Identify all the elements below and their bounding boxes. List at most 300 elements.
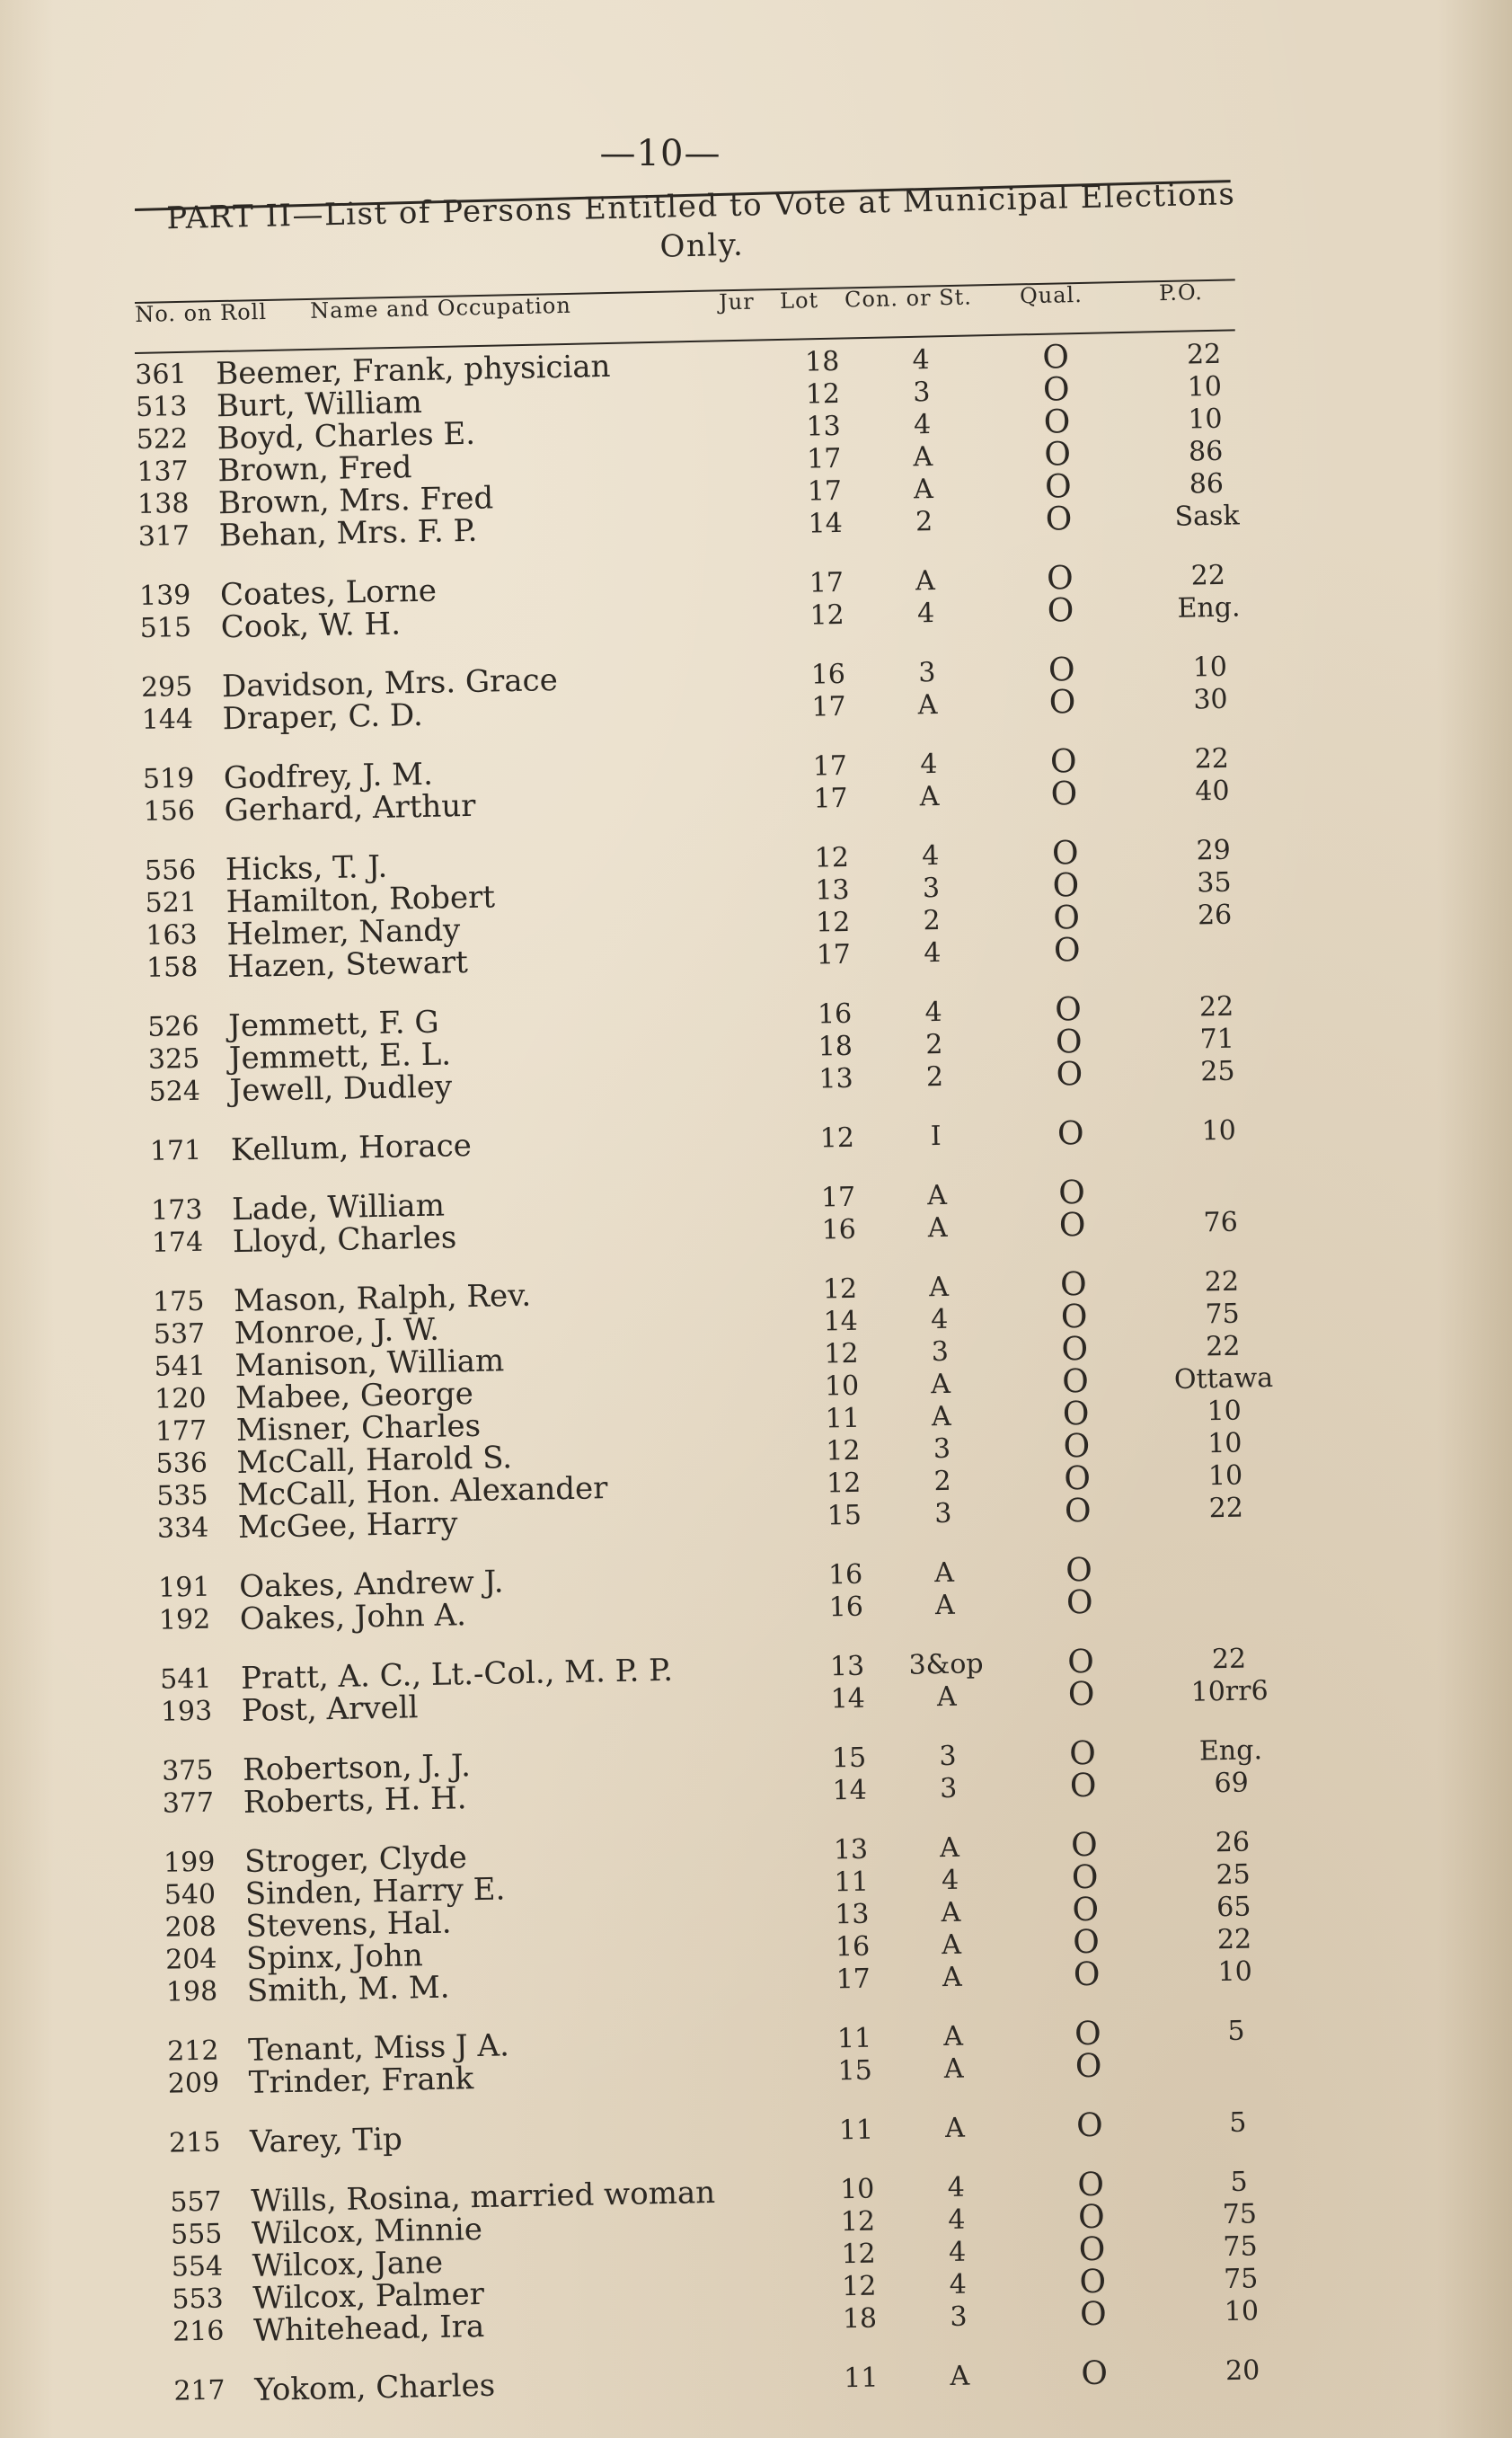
po-value: 26 (1215, 1826, 1251, 1859)
po-value: 10 (1224, 2295, 1260, 2328)
header-lot: Lot (779, 288, 819, 314)
voter-name: Behan, Mrs. F. P. (218, 512, 478, 554)
lot-value: A (928, 1271, 950, 1304)
jur-value: 12 (822, 1272, 858, 1306)
jur-value: 17 (813, 782, 848, 815)
qual-value: O (1072, 1923, 1101, 1962)
qual-value: O (1063, 1459, 1092, 1498)
roll-number: 156 (143, 794, 196, 828)
jur-value: 17 (806, 442, 842, 475)
voter-row (150, 1113, 1300, 1168)
po-value: 10rr6 (1190, 1675, 1269, 1708)
po-value: 20 (1225, 2354, 1260, 2388)
voter-name: Davidson, Mrs. Grace (221, 662, 559, 705)
voter-name: Oakes, Andrew J. (238, 1564, 504, 1606)
voter-group (160, 1642, 1311, 1729)
roll-number: 537 (153, 1317, 206, 1351)
voter-name: Stroger, Clyde (243, 1840, 468, 1880)
jur-value: 12 (826, 1467, 862, 1500)
lot-value: 3 (939, 1772, 958, 1805)
jur-value: 17 (816, 938, 852, 971)
voter-group (141, 650, 1292, 737)
voter-name: Whitehead, Ira (252, 2308, 485, 2349)
roll-number: 541 (154, 1350, 207, 1383)
voter-name: McGee, Harry (237, 1505, 458, 1547)
po-value: 22 (1211, 1643, 1247, 1676)
jur-value: 12 (823, 1337, 859, 1370)
jur-value: 17 (811, 690, 846, 723)
qual-value: O (1054, 990, 1083, 1029)
jur-value: 12 (809, 598, 845, 632)
lot-value: 4 (912, 344, 931, 377)
po-value: 10 (1188, 403, 1223, 436)
lot-value: 4 (941, 1864, 959, 1897)
jur-value: 11 (834, 1866, 870, 1899)
jur-value: 12 (840, 2205, 876, 2239)
lot-value: 3&op (908, 1648, 984, 1681)
qual-value: O (1061, 1362, 1090, 1401)
jur-value: 13 (834, 1898, 870, 1931)
po-value: 22 (1194, 742, 1230, 776)
jur-value: 17 (812, 749, 848, 783)
qual-value: O (1041, 339, 1070, 377)
roll-number: 519 (142, 762, 195, 795)
voter-name: Pratt, A. C., Lt.-Col., M. P. P. (240, 1652, 674, 1697)
voter-group (164, 1825, 1316, 2009)
roll-number: 521 (145, 886, 198, 919)
po-value: 5 (1230, 2166, 1249, 2198)
roll-number: 193 (160, 1695, 213, 1728)
po-value: 25 (1200, 1055, 1235, 1088)
qual-value: O (1053, 931, 1081, 970)
qual-value: O (1065, 1551, 1093, 1590)
lot-value: A (944, 2112, 966, 2145)
qual-value: O (1044, 436, 1072, 474)
qual-value: O (1061, 1330, 1089, 1369)
qual-value: O (1049, 742, 1077, 781)
lot-value: 4 (948, 2203, 966, 2236)
voter-name: Stevens, Hal. (245, 1904, 452, 1945)
lot-value: 3 (933, 1432, 951, 1466)
roll-number: 361 (135, 358, 187, 391)
lot-value: 4 (930, 1303, 949, 1336)
qual-value: O (1078, 2230, 1106, 2269)
jur-value: 13 (815, 873, 850, 907)
roll-number: 216 (172, 2315, 225, 2348)
lot-value: I (930, 1120, 942, 1153)
jur-value: 10 (839, 2173, 875, 2206)
page-number: —10— (599, 133, 721, 174)
voter-name: Post, Arvell (241, 1689, 419, 1729)
roll-number: 513 (135, 390, 188, 423)
qual-value: O (1077, 2198, 1106, 2237)
jur-value: 16 (817, 997, 853, 1031)
voter-name: Trinder, Frank (248, 2061, 474, 2101)
po-value: 75 (1222, 2198, 1258, 2231)
jur-value: 17 (807, 474, 843, 508)
lot-value: 2 (925, 1060, 944, 1094)
jur-value: 15 (837, 2054, 873, 2088)
po-value: 26 (1197, 899, 1233, 932)
qual-value: O (1063, 1427, 1091, 1466)
roll-number: 556 (144, 854, 197, 887)
jur-value: 16 (835, 1930, 871, 1964)
voter-name: Godfrey, J. M. (223, 756, 434, 797)
lot-value: 3 (912, 377, 931, 409)
qual-value: O (1075, 2106, 1104, 2145)
roll-number: 208 (164, 1911, 217, 1944)
lot-value: 2 (933, 1465, 952, 1498)
roll-number: 198 (165, 1975, 218, 2008)
qual-value: O (1046, 559, 1074, 598)
lot-value: 4 (921, 839, 940, 873)
po-value: 5 (1227, 2015, 1245, 2047)
qual-value: O (1044, 468, 1073, 506)
roll-number: 555 (170, 2218, 223, 2251)
lot-value: 2 (923, 904, 942, 937)
voter-row (173, 2354, 1323, 2408)
lot-value: 4 (948, 2236, 967, 2268)
qual-value: O (1069, 1767, 1097, 1805)
voter-group (145, 833, 1297, 985)
voter-name: Coates, Lorne (219, 572, 438, 614)
po-value: 22 (1205, 1330, 1241, 1363)
lot-value: A (950, 2360, 970, 2392)
lot-value: A (939, 1831, 960, 1865)
lot-value: A (926, 1179, 948, 1212)
po-value: 71 (1199, 1023, 1235, 1056)
voter-group (170, 2165, 1322, 2349)
lot-value: 3 (933, 1497, 952, 1530)
qual-value: O (1057, 1174, 1086, 1212)
voter-name: Boyd, Charles E. (217, 415, 476, 457)
roll-number: 540 (164, 1878, 217, 1911)
po-value: 10 (1187, 370, 1223, 403)
lot-value: 3 (917, 656, 936, 689)
roll-number: 317 (137, 519, 190, 553)
jur-value: 10 (824, 1370, 860, 1403)
roll-number: 138 (137, 487, 190, 520)
roll-number: 375 (161, 1754, 214, 1787)
qual-value: O (1079, 2263, 1107, 2301)
roll-number: 325 (147, 1042, 200, 1076)
voter-name: Manison, William (234, 1343, 505, 1385)
lot-value: A (934, 1589, 955, 1622)
jur-value: 15 (827, 1499, 862, 1532)
jur-value: 18 (804, 345, 840, 378)
lot-value: A (936, 1680, 957, 1714)
voter-group (169, 2106, 1319, 2160)
header-no: No. on Roll (135, 298, 268, 327)
roll-number: 199 (163, 1846, 216, 1879)
jur-value: 18 (842, 2302, 878, 2336)
qual-value: O (1065, 1583, 1093, 1622)
part-title: PART II—List of Persons Entitled to Vote at Municipal Elections Only. (165, 176, 1236, 265)
roll-number: 526 (146, 1010, 199, 1043)
lot-value: A (933, 1556, 955, 1590)
voter-group (147, 989, 1299, 1109)
voter-name: Kellum, Horace (230, 1127, 473, 1169)
roll-number: 536 (155, 1447, 208, 1480)
qual-value: O (1045, 501, 1073, 538)
qual-value: O (1064, 1492, 1092, 1530)
header-qual: Qual. (1019, 281, 1083, 309)
qual-value: O (1070, 1826, 1099, 1865)
jur-value: 17 (809, 566, 844, 599)
qual-value: O (1043, 403, 1071, 441)
roll-number: 137 (137, 455, 190, 488)
roll-number: 295 (140, 670, 193, 704)
column-headers (135, 279, 1241, 347)
po-value: 30 (1193, 683, 1228, 716)
header-con: Con. or St. (844, 284, 973, 313)
po-value: 69 (1214, 1767, 1250, 1800)
qual-value: O (1052, 866, 1080, 905)
voter-group (173, 2354, 1323, 2408)
roll-number: 120 (154, 1382, 207, 1415)
po-value: 22 (1198, 990, 1234, 1024)
roll-number: 171 (149, 1134, 202, 1167)
po-value: 86 (1188, 435, 1224, 468)
qual-value: O (1051, 834, 1079, 873)
lot-value: A (943, 2052, 964, 2086)
roll-number: 334 (156, 1512, 209, 1545)
lot-value: A (941, 1896, 961, 1929)
roll-number: 212 (166, 2035, 219, 2068)
jur-value: 12 (841, 2270, 877, 2303)
lot-value: 4 (949, 2268, 968, 2301)
jur-value: 11 (838, 2114, 874, 2147)
voter-name: Brown, Mrs. Fred (217, 480, 494, 522)
voter-name: Jewell, Dudley (229, 1068, 453, 1110)
voter-group (135, 337, 1288, 554)
po-value: 76 (1203, 1206, 1239, 1239)
voter-name: Cook, W. H. (220, 606, 402, 646)
po-value (1139, 1173, 1301, 1175)
lot-value: A (941, 1928, 962, 1962)
jur-value: 14 (830, 1682, 866, 1715)
qual-value: O (1055, 1023, 1083, 1061)
po-value: 22 (1208, 1492, 1244, 1525)
lot-value: 4 (913, 409, 932, 441)
po-value: 22 (1190, 559, 1226, 592)
voter-name: Draper, C. D. (222, 696, 424, 738)
voter-name: Roberts, H. H. (243, 1780, 467, 1821)
voter-name: Gerhard, Arthur (224, 787, 476, 829)
qual-value: O (1074, 2015, 1102, 2053)
po-value: 65 (1216, 1891, 1251, 1924)
voter-name: Mason, Ralph, Rev. (233, 1277, 532, 1320)
roll-number: 541 (159, 1662, 212, 1696)
lot-value: A (915, 564, 936, 598)
header-jur: Jur (718, 288, 755, 315)
voter-group (153, 1264, 1307, 1546)
po-value: 25 (1216, 1858, 1251, 1892)
jur-value: 11 (836, 2022, 872, 2055)
voter-group (151, 1173, 1302, 1260)
jur-value: 16 (828, 1591, 864, 1624)
lot-value: 4 (916, 597, 935, 630)
voter-group (167, 2014, 1318, 2101)
po-value: 10 (1207, 1395, 1242, 1428)
qual-value: O (1042, 371, 1070, 409)
voter-name: McCall, Harold S. (236, 1440, 513, 1482)
voter-group (162, 1733, 1313, 1821)
jur-value: 18 (818, 1030, 853, 1063)
roll-number: 209 (167, 2067, 220, 2100)
roll-number: 557 (170, 2185, 222, 2219)
voter-group (139, 558, 1290, 645)
jur-value: 13 (829, 1650, 865, 1683)
qual-value: O (1059, 1265, 1088, 1304)
voter-name: Hicks, T. J. (225, 848, 388, 889)
voter-name: Mabee, George (234, 1375, 474, 1417)
jur-value: 16 (810, 658, 846, 691)
lot-value: A (919, 780, 940, 813)
po-value: 10 (1207, 1427, 1242, 1460)
qual-value: O (1073, 1955, 1101, 1994)
voter-name: Tenant, Miss J A. (247, 2027, 510, 2069)
lot-value: 3 (931, 1335, 950, 1369)
roll-number: 158 (146, 951, 199, 984)
po-value: 10 (1192, 651, 1228, 684)
roll-number: 554 (171, 2250, 224, 2283)
voter-name: Misner, Charles (235, 1407, 482, 1450)
jur-value: 15 (831, 1742, 867, 1775)
header-po: P.O. (1158, 279, 1204, 306)
jur-value: 12 (826, 1434, 861, 1467)
qual-value: O (1048, 651, 1075, 689)
lot-value: 4 (923, 936, 942, 970)
roll-number: 377 (162, 1786, 215, 1820)
qual-value: O (1071, 1858, 1099, 1897)
po-value: Eng. (1198, 1734, 1263, 1768)
roll-number: 144 (141, 703, 194, 736)
jur-value: 12 (841, 2238, 877, 2271)
qual-value: O (1067, 1675, 1095, 1714)
qual-value: O (1068, 1734, 1097, 1773)
po-value: 10 (1217, 1955, 1253, 1989)
lot-value: A (913, 440, 933, 474)
voter-name: Wilcox, Jane (252, 2244, 444, 2284)
voter-name: Wilcox, Palmer (252, 2275, 485, 2317)
voter-row (169, 2106, 1319, 2160)
po-value: Eng. (1177, 591, 1241, 625)
qual-value: O (1052, 899, 1081, 937)
jur-value: 12 (814, 841, 850, 874)
po-value: 40 (1195, 775, 1230, 808)
voter-name: Brown, Fred (217, 449, 412, 490)
roll-number: 177 (155, 1414, 208, 1448)
qual-value: O (1048, 683, 1076, 722)
voter-name: McCall, Hon. Alexander (236, 1470, 608, 1514)
voter-group (150, 1113, 1300, 1168)
jur-value: 16 (827, 1558, 863, 1591)
po-value: 22 (1204, 1265, 1240, 1299)
lot-value: 4 (924, 996, 942, 1029)
qual-value: O (1081, 2354, 1109, 2393)
po-value: Sask (1174, 500, 1240, 533)
po-value: 35 (1196, 866, 1232, 900)
voter-name: Robertson, J. J. (242, 1748, 472, 1788)
header-name: Name and Occupation (309, 292, 572, 324)
jur-value: 14 (832, 1774, 868, 1807)
roll-number: 553 (172, 2283, 225, 2316)
po-value: 75 (1205, 1298, 1241, 1331)
jur-value: 16 (821, 1213, 857, 1246)
jur-value: 17 (836, 1963, 871, 1996)
voter-name: Helmer, Nandy (225, 912, 461, 953)
roll-number: 217 (173, 2374, 226, 2407)
lot-value: 4 (919, 748, 938, 781)
lot-value: 4 (947, 2171, 966, 2204)
qual-value: O (1047, 591, 1074, 630)
voter-name: Hamilton, Robert (225, 879, 496, 921)
roll-number: 174 (151, 1226, 204, 1259)
lot-value: 3 (950, 2301, 968, 2333)
lot-value: A (942, 1961, 962, 1994)
roll-number: 175 (152, 1285, 205, 1318)
jur-value: 12 (805, 377, 841, 411)
lot-value: 3 (922, 872, 941, 905)
roll-number: 524 (148, 1075, 201, 1108)
voter-list (135, 337, 1324, 2434)
voter-name: Jemmett, E. L. (228, 1036, 452, 1077)
jur-value: 13 (833, 1833, 869, 1866)
po-value: 86 (1189, 467, 1225, 501)
voter-name: Oakes, John A. (239, 1597, 467, 1638)
voter-group (143, 741, 1294, 829)
voter-group (158, 1550, 1309, 1637)
jur-value: 11 (825, 1402, 861, 1435)
po-value: 75 (1223, 2263, 1259, 2296)
voter-name: Jemmett, F. G (227, 1004, 439, 1045)
jur-value: 12 (815, 906, 851, 939)
po-value: 10 (1201, 1114, 1237, 1148)
qual-value: O (1072, 1891, 1100, 1929)
roll-number: 139 (138, 579, 191, 612)
qual-value: O (1050, 775, 1078, 813)
lot-value: 2 (915, 505, 933, 538)
qual-value: O (1062, 1395, 1090, 1433)
lot-value: 3 (939, 1740, 957, 1773)
voter-name: Hazen, Stewart (226, 944, 469, 986)
roll-number: 215 (168, 2126, 221, 2159)
roll-number: 192 (158, 1603, 211, 1636)
lot-value: 2 (924, 1028, 943, 1061)
po-value: 5 (1229, 2106, 1247, 2139)
voter-name: Monroe, J. W. (234, 1311, 440, 1352)
qual-value: O (1079, 2295, 1108, 2334)
roll-number: 163 (145, 918, 198, 952)
voter-name: Lade, William (231, 1187, 446, 1228)
roll-number: 173 (150, 1193, 203, 1227)
po-value: 29 (1196, 834, 1232, 867)
lot-value: A (931, 1400, 951, 1433)
jur-value: 14 (808, 507, 844, 540)
jur-value: 14 (823, 1305, 859, 1338)
qual-value: O (1074, 2047, 1102, 2086)
jur-value: 11 (843, 2362, 879, 2395)
roll-number: 191 (157, 1571, 210, 1604)
roll-number: 522 (136, 422, 189, 456)
qual-value: O (1077, 2166, 1105, 2204)
lot-value: A (917, 688, 938, 722)
roll-number: 204 (164, 1943, 217, 1976)
po-value (1146, 1550, 1308, 1553)
lot-value: A (930, 1368, 951, 1401)
jur-value: 17 (820, 1181, 856, 1214)
